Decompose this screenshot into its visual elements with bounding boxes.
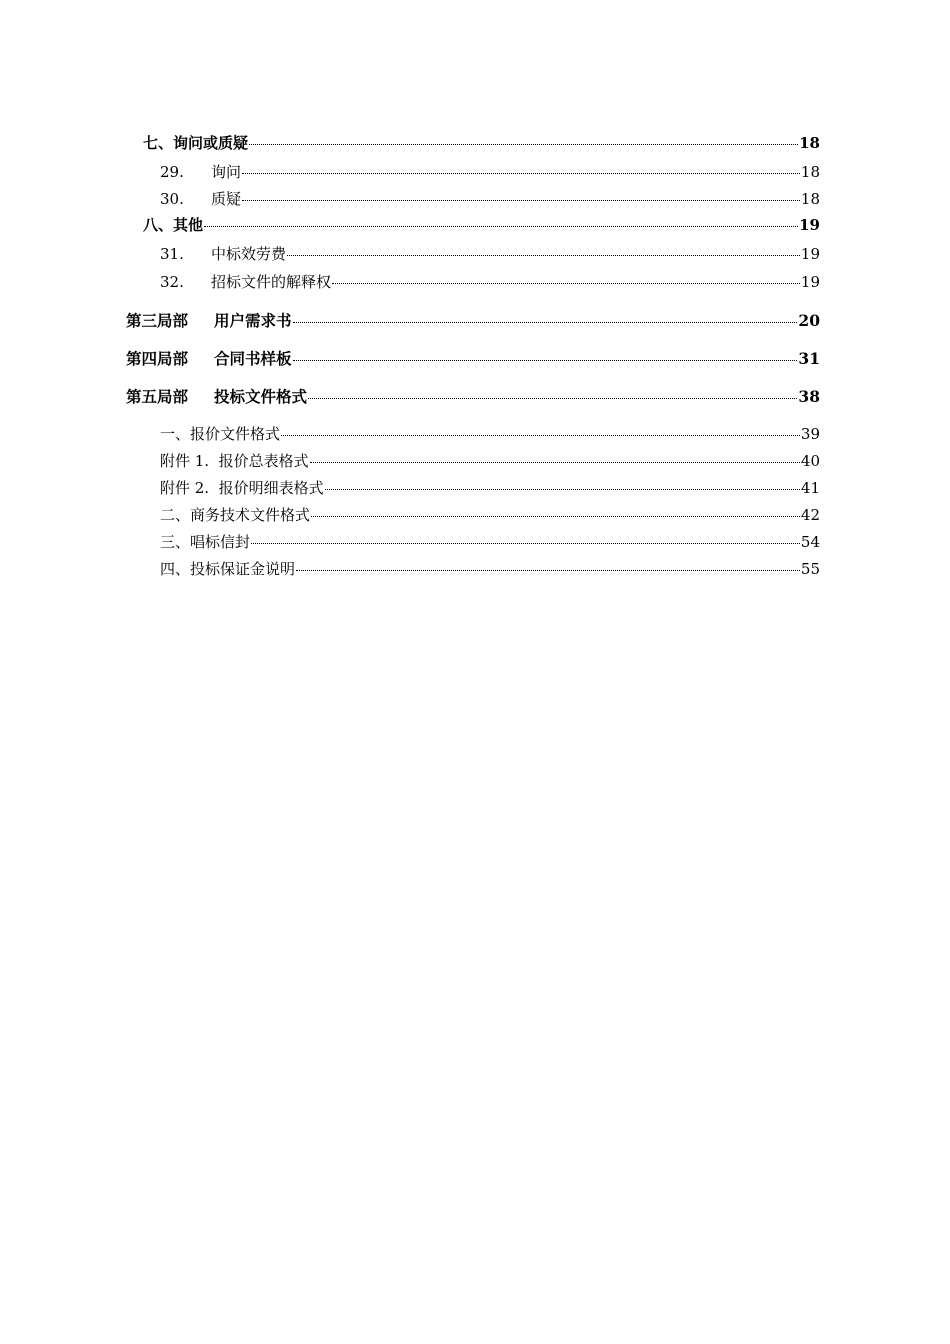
toc-entry-title: 附件 2. 报价明细表格式 (160, 479, 324, 497)
toc-entry-number: 30. (160, 190, 184, 208)
toc-page-number: 40 (800, 452, 820, 470)
toc-page-number: 54 (800, 533, 820, 551)
toc-entry-item-1[interactable] (160, 423, 820, 444)
toc-entry-number: 29. (160, 163, 184, 181)
toc-leader-dots (204, 226, 798, 227)
toc-entry-number: 第三局部 (126, 311, 189, 330)
toc-entry-title: 三、唱标信封 (160, 533, 251, 551)
toc-leader-dots (325, 489, 800, 490)
toc-entry-item-2[interactable] (160, 504, 820, 525)
toc-page-number: 38 (798, 387, 820, 406)
toc-entry-title: 合同书样板 (214, 349, 292, 368)
toc-page-number: 18 (800, 190, 820, 208)
toc-leader-dots (308, 398, 797, 399)
toc-entry-title: 一、报价文件格式 (160, 425, 281, 443)
toc-entry-32[interactable] (160, 271, 820, 292)
toc-leader-dots (251, 543, 800, 544)
toc-leader-dots (310, 462, 800, 463)
toc-leader-dots (332, 283, 800, 284)
toc-entry-number: 32. (160, 273, 184, 291)
toc-entry-title: 招标文件的解释权 (211, 273, 332, 291)
toc-entry-title: 质疑 (211, 190, 242, 208)
toc-page-number: 19 (799, 216, 820, 234)
toc-entry-part-5[interactable] (126, 385, 820, 407)
toc-entry-item-3[interactable] (160, 531, 820, 552)
toc-leader-dots (287, 255, 800, 256)
toc-leader-dots (242, 200, 800, 201)
toc-entry-title: 七、询问或质疑 (143, 134, 249, 152)
toc-entry-29[interactable] (160, 161, 820, 182)
toc-leader-dots (242, 173, 800, 174)
toc-entry-title: 投标文件格式 (214, 387, 308, 406)
toc-entry-attachment-2[interactable] (160, 477, 820, 498)
toc-entry-item-4[interactable] (160, 558, 820, 579)
toc-leader-dots (296, 570, 800, 571)
toc-leader-dots (281, 435, 800, 436)
toc-entry-title: 二、商务技术文件格式 (160, 506, 311, 524)
toc-entry-title: 询问 (211, 163, 242, 181)
toc-leader-dots (249, 144, 798, 145)
toc-page-number: 20 (798, 311, 820, 330)
toc-page-number: 19 (800, 273, 820, 291)
toc-entry-30[interactable] (160, 188, 820, 209)
toc-page-number: 18 (799, 134, 820, 152)
toc-page-number: 41 (800, 479, 820, 497)
toc-entry-title: 四、投标保证金说明 (160, 560, 296, 578)
toc-leader-dots (311, 516, 800, 517)
toc-page-number: 42 (800, 506, 820, 524)
toc-entry-title: 中标效劳费 (211, 245, 287, 263)
toc-page-number: 19 (800, 245, 820, 263)
toc-leader-dots (293, 360, 798, 361)
toc-entry-number: 31. (160, 245, 184, 263)
toc-entry-attachment-1[interactable] (160, 450, 820, 471)
toc-entry-number: 第五局部 (126, 387, 189, 406)
toc-entry-31[interactable] (160, 243, 820, 264)
toc-entry-section-7[interactable] (143, 132, 820, 153)
toc-entry-title: 用户需求书 (214, 311, 292, 330)
toc-entry-title: 附件 1. 报价总表格式 (160, 452, 309, 470)
toc-entry-number: 第四局部 (126, 349, 189, 368)
toc-entry-part-3[interactable] (126, 309, 820, 331)
toc-page-number: 39 (800, 425, 820, 443)
toc-page-number: 18 (800, 163, 820, 181)
toc-entry-title: 八、其他 (143, 216, 204, 234)
toc-entry-part-4[interactable] (126, 347, 820, 369)
toc-entry-section-8[interactable] (143, 214, 820, 235)
toc-page-number: 55 (800, 560, 820, 578)
toc-page-number: 31 (798, 349, 820, 368)
toc-leader-dots (293, 322, 798, 323)
